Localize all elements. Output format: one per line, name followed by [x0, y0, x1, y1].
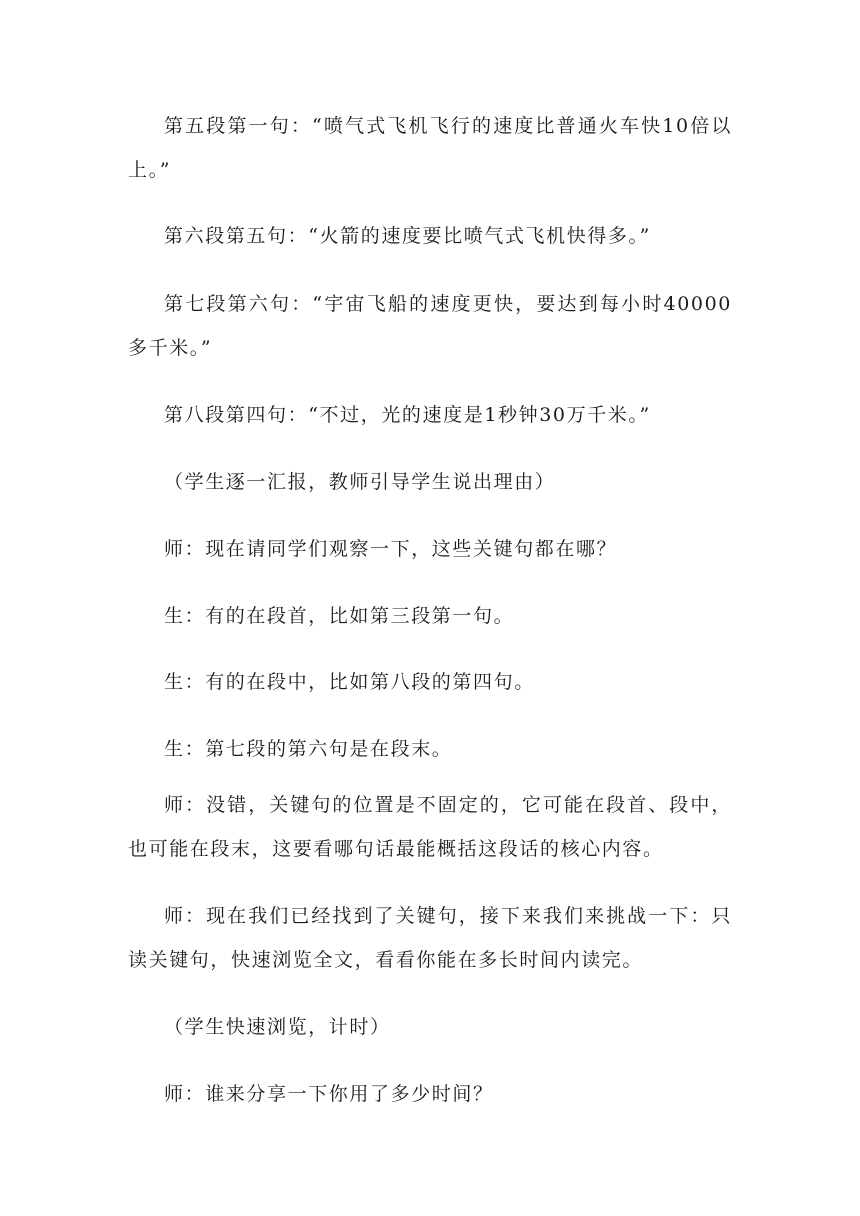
paragraph-10: 师：没错，关键句的位置是不固定的，它可能在段首、段中，也可能在段末，这要看哪句话最能概括这段话的核心内容。: [128, 794, 732, 860]
paragraph-4: 第八段第四句：“不过，光的速度是1秒钟30万千米。”: [164, 404, 651, 426]
paragraph-9: 生：第七段的第六句是在段末。: [164, 738, 453, 760]
paragraph-8: 生：有的在段中，比如第八段的第四句。: [164, 671, 535, 693]
paragraph-6: 师：现在请同学们观察一下，这些关键句都在哪？: [164, 538, 618, 560]
paragraph-12: （学生快速浏览，计时）: [164, 1016, 391, 1038]
paragraph-7: 生：有的在段首，比如第三段第一句。: [164, 605, 515, 627]
paragraph-2: 第六段第五句：“火箭的速度要比喷气式飞机快得多。”: [164, 225, 651, 247]
paragraph-5: （学生逐一汇报，教师引导学生说出理由）: [164, 471, 556, 493]
paragraph-1: 第五段第一句：“喷气式飞机飞行的速度比普通火车快10倍以上。”: [128, 115, 732, 181]
paragraph-11: 师：现在我们已经找到了关键句，接下来我们来挑战一下：只读关键句，快速浏览全文，看看你能在多长时间内读完。: [128, 905, 732, 971]
paragraph-3: 第七段第六句：“宇宙飞船的速度更快，要达到每小时40000多千米。”: [128, 293, 732, 359]
paragraph-13: 师：谁来分享一下你用了多少时间？: [164, 1083, 494, 1105]
